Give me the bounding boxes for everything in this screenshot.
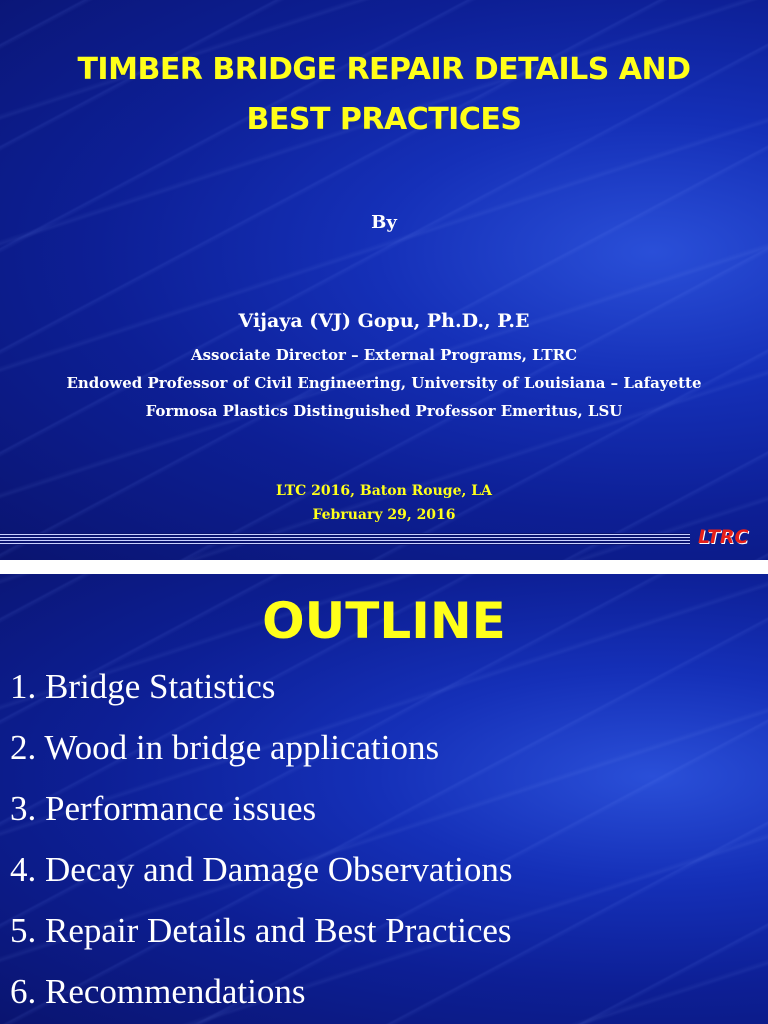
event-date: February 29, 2016 bbox=[312, 507, 456, 523]
author-name: Vijaya (VJ) Gopu, Ph.D., P.E bbox=[238, 310, 530, 332]
outline-slide bbox=[0, 574, 768, 1024]
outline-item: 3. Performance issues bbox=[10, 789, 317, 828]
ltrc-logo: LTRC bbox=[698, 526, 749, 548]
outline-item: 1. Bridge Statistics bbox=[10, 667, 276, 706]
title-line-1: TIMBER BRIDGE REPAIR DETAILS AND bbox=[77, 52, 691, 87]
affiliation-3: Formosa Plastics Distinguished Professor Emeritus, LSU bbox=[145, 402, 623, 420]
slide-separator bbox=[0, 560, 768, 574]
outline-item: 2. Wood in bridge applications bbox=[10, 728, 440, 767]
affiliation-2: Endowed Professor of Civil Engineering, University of Louisiana – Lafayette bbox=[66, 374, 702, 392]
decorative-stripe bbox=[0, 533, 690, 545]
outline-item: 4. Decay and Damage Observations bbox=[10, 850, 513, 889]
outline-item: 5. Repair Details and Best Practices bbox=[10, 911, 512, 950]
title-line-2: BEST PRACTICES bbox=[246, 102, 522, 137]
event-name: LTC 2016, Baton Rouge, LA bbox=[276, 483, 492, 499]
outline-item: 6. Recommendations bbox=[10, 972, 306, 1011]
outline-title: OUTLINE bbox=[262, 592, 506, 650]
affiliation-1: Associate Director – External Programs, LTRC bbox=[190, 346, 578, 364]
slide-title bbox=[0, 45, 768, 145]
by-label: By bbox=[371, 212, 397, 233]
outline-list bbox=[10, 656, 512, 1022]
